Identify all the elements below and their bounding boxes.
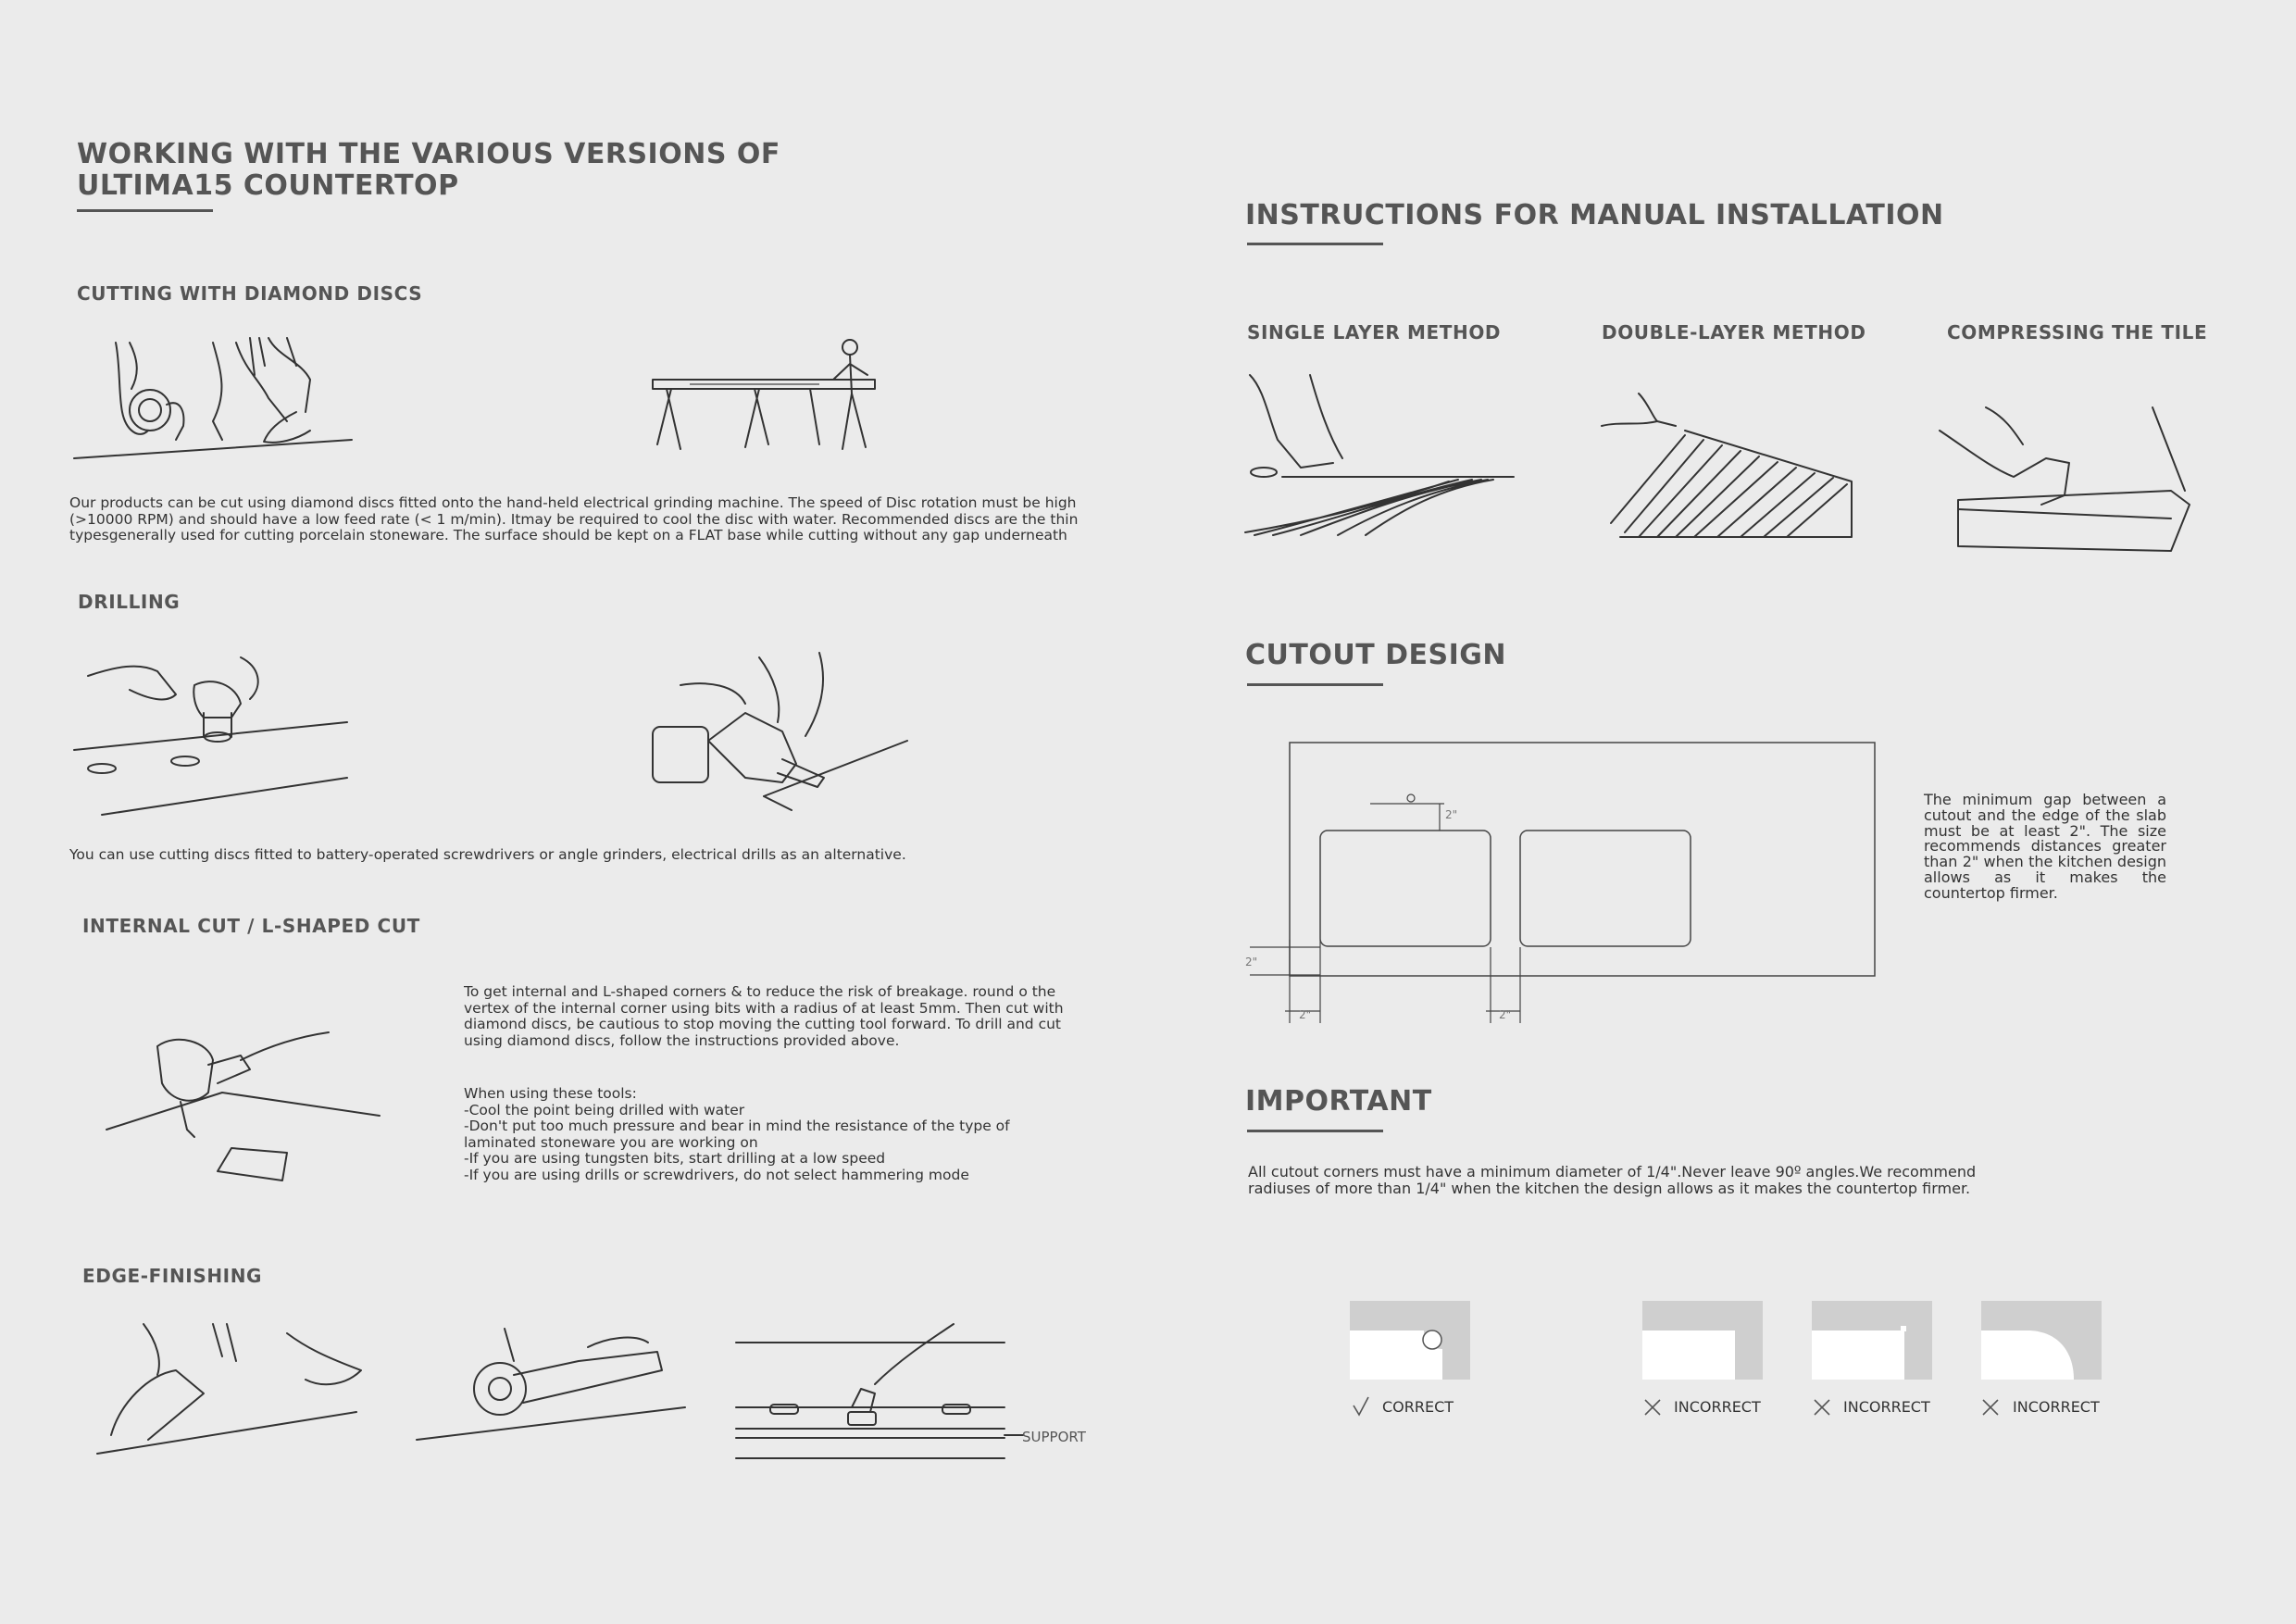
manual-installation-title: INSTRUCTIONS FOR MANUAL INSTALLATION bbox=[1245, 199, 1944, 231]
check-icon bbox=[1352, 1396, 1370, 1417]
cutting-heading: CUTTING WITH DIAMOND DISCS bbox=[77, 282, 423, 305]
corner-label-correct: CORRECT bbox=[1382, 1398, 1454, 1416]
drilling-screwdriver-illustration bbox=[634, 648, 912, 819]
cutting-grinder-illustration bbox=[74, 338, 352, 463]
internal-p2-line2: -Cool the point being drilled with water bbox=[464, 1101, 745, 1118]
corner-label-incorrect-2: INCORRECT bbox=[1843, 1398, 1930, 1416]
double-layer-illustration bbox=[1602, 384, 1861, 542]
cutting-text bbox=[69, 495, 1078, 544]
corner-incorrect-2-illustration bbox=[1812, 1301, 1932, 1380]
internal-p2-line3: -Don't put too much pressure and bear in mind the resistance of the type of bbox=[464, 1118, 1010, 1134]
drilling-plate-illustration bbox=[74, 648, 352, 819]
cross-icon bbox=[1981, 1398, 2000, 1417]
cutout-note: The minimum gap between a cutout and the edge of the slab must be at least 2". The size recommends distances greater than 2" when the kitchen design allows as it makes the countertop firmer. bbox=[1924, 791, 2166, 902]
important-text bbox=[1248, 1164, 1976, 1196]
internal-p2-line1: When using these tools: bbox=[464, 1085, 637, 1102]
drilling-heading: DRILLING bbox=[78, 591, 181, 613]
internal-heading: INTERNAL CUT / L-SHAPED CUT bbox=[82, 915, 420, 937]
internal-p2-line5: -If you are using tungsten bits, start drilling at a low speed bbox=[464, 1150, 886, 1167]
corner-incorrect-1-illustration bbox=[1642, 1301, 1763, 1380]
internal-text-1 bbox=[464, 984, 1064, 1049]
cutting-text-line2: (>10000 RPM) and should have a low feed rate (< 1 m/min). Itmay be required to cool the disc with water. Recommended discs are the thin bbox=[69, 510, 1079, 528]
cutting-text-line3: typesgenerally used for cutting porcelain stoneware. The surface should be kept on a FLAT base while cutting without any gap underneath bbox=[69, 527, 1067, 543]
internal-p2-line6: -If you are using drills or screwdrivers, do not select hammering mode bbox=[464, 1166, 969, 1183]
important-title: IMPORTANT bbox=[1245, 1085, 1432, 1118]
internal-cut-illustration bbox=[102, 1028, 389, 1176]
support-label: SUPPORT bbox=[1022, 1429, 1086, 1445]
page-title bbox=[77, 139, 910, 202]
cutout-design-title: CUTOUT DESIGN bbox=[1245, 639, 1507, 671]
edge-support-illustration bbox=[731, 1319, 1028, 1468]
method-compressing: COMPRESSING THE TILE bbox=[1947, 321, 2208, 344]
edge-grinder-illustration bbox=[412, 1319, 690, 1449]
manual-title-underline bbox=[1247, 243, 1383, 245]
corner-label-incorrect-1: INCORRECT bbox=[1674, 1398, 1761, 1416]
method-double-layer: DOUBLE-LAYER METHOD bbox=[1602, 321, 1866, 344]
cross-icon bbox=[1643, 1398, 1662, 1417]
internal-p2-line4: laminated stoneware you are working on bbox=[464, 1133, 758, 1151]
cutout-title-underline bbox=[1247, 683, 1383, 686]
important-line1: All cutout corners must have a minimum diameter of 1/4".Never leave 90º angles.We recommend bbox=[1248, 1163, 1977, 1181]
title-underline bbox=[77, 209, 213, 212]
dim-bottom-middle: 2" bbox=[1499, 1008, 1512, 1021]
page-title-line2: ULTIMA15 COUNTERTOP bbox=[77, 169, 459, 202]
important-title-underline bbox=[1247, 1130, 1383, 1132]
single-layer-illustration bbox=[1245, 370, 1523, 537]
drilling-text: You can use cutting discs fitted to battery-operated screwdrivers or angle grinders, electrical drills as an alternative. bbox=[69, 846, 906, 863]
cross-icon bbox=[1813, 1398, 1831, 1417]
cutting-table-illustration bbox=[653, 338, 893, 458]
page-title-line1: WORKING WITH THE VARIOUS VERSIONS OF bbox=[77, 138, 780, 170]
cutout-diagram bbox=[1241, 736, 1889, 1028]
internal-text-2 bbox=[464, 1086, 1010, 1183]
corner-label-incorrect-3: INCORRECT bbox=[2013, 1398, 2100, 1416]
dim-top: 2" bbox=[1445, 808, 1458, 821]
important-line2: radiuses of more than 1/4" when the kitchen the design allows as it makes the countertop firmer. bbox=[1248, 1179, 1971, 1197]
internal-p1-line4: using diamond discs, follow the instructions provided above. bbox=[464, 1031, 900, 1049]
dim-bottom-left: 2" bbox=[1299, 1008, 1312, 1021]
edge-sanding-illustration bbox=[93, 1319, 370, 1458]
edge-heading: EDGE-FINISHING bbox=[82, 1265, 263, 1287]
internal-p1-line3: diamond discs, be cautious to stop moving the cutting tool forward. To drill and cut bbox=[464, 1016, 1061, 1032]
cutting-text-line1: Our products can be cut using diamond discs fitted onto the hand-held electrical grinding machine. The speed of Disc rotation must be high bbox=[69, 494, 1077, 511]
dim-left: 2" bbox=[1245, 956, 1258, 968]
compressing-illustration bbox=[1940, 403, 2199, 551]
corner-incorrect-3-illustration bbox=[1981, 1301, 2102, 1380]
method-single-layer: SINGLE LAYER METHOD bbox=[1247, 321, 1502, 344]
corner-correct-illustration bbox=[1350, 1301, 1470, 1380]
internal-p1-line1: To get internal and L-shaped corners & to reduce the risk of breakage. round o the bbox=[464, 983, 1056, 1000]
internal-p1-line2: vertex of the internal corner using bits with a radius of at least 5mm. Then cut with bbox=[464, 999, 1064, 1017]
